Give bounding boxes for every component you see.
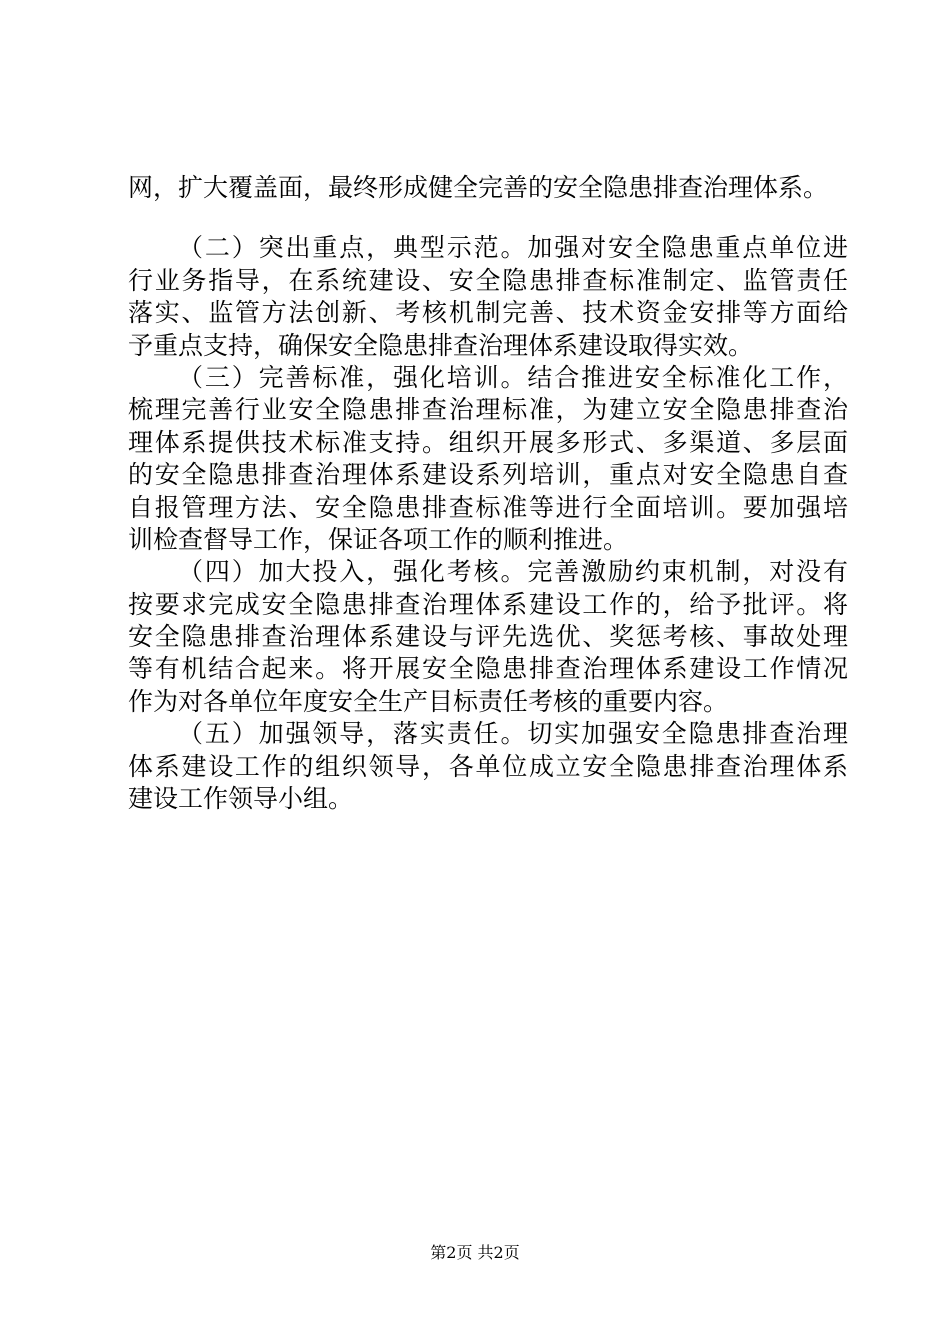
paragraph-line: （五）加强领导，落实责任。切实加强安全隐患排查治理: [178, 719, 848, 749]
page-footer: 第2页 共2页: [430, 1243, 520, 1262]
paragraph-line: 安全隐患排查治理体系建设与评先选优、奖惩考核、事故处理: [128, 622, 848, 652]
paragraph-line: 等有机结合起来。将开展安全隐患排查治理体系建设工作情况: [128, 654, 848, 684]
paragraph-line: 训检查督导工作，保证各项工作的顺利推进。: [128, 524, 629, 554]
paragraph-5: [128, 718, 848, 815]
paragraph-line: 理体系提供技术标准支持。组织开展多形式、多渠道、多层面: [128, 427, 848, 457]
paragraph-3: [128, 362, 848, 556]
paragraph-line: 的安全隐患排查治理体系建设系列培训，重点对安全隐患自查: [128, 460, 848, 490]
paragraph-line: 行业务指导，在系统建设、安全隐患排查标准制定、监管责任: [128, 265, 848, 295]
paragraph-line: （二）突出重点，典型示范。加强对安全隐患重点单位进: [178, 233, 848, 263]
paragraph-line: 体系建设工作的组织领导，各单位成立安全隐患排查治理体系: [128, 751, 848, 781]
continuation-line: 网，扩大覆盖面，最终形成健全完善的安全隐患排查治理体系。: [128, 173, 829, 202]
paragraph-4: [128, 556, 848, 718]
paragraph-line: 按要求完成安全隐患排查治理体系建设工作的，给予批评。将: [128, 589, 848, 619]
paragraph-line: 梳理完善行业安全隐患排查治理标准，为建立安全隐患排查治: [128, 395, 848, 425]
paragraph-line: （四）加大投入，强化考核。完善激励约束机制，对没有: [178, 557, 848, 587]
paragraph-line: 作为对各单位年度安全生产目标责任考核的重要内容。: [128, 686, 729, 716]
paragraph-line: 建设工作领导小组。: [128, 784, 354, 814]
paragraph-line: （三）完善标准，强化培训。结合推进安全标准化工作，: [178, 362, 848, 392]
paragraph-line: 落实、监管方法创新、考核机制完善、技术资金安排等方面给: [128, 298, 848, 328]
paragraph-line: 予重点支持，确保安全隐患排查治理体系建设取得实效。: [128, 330, 754, 360]
paragraph-line: 自报管理方法、安全隐患排查标准等进行全面培训。要加强培: [128, 492, 848, 522]
paragraph-2: [128, 232, 848, 362]
document-body: [128, 172, 848, 815]
